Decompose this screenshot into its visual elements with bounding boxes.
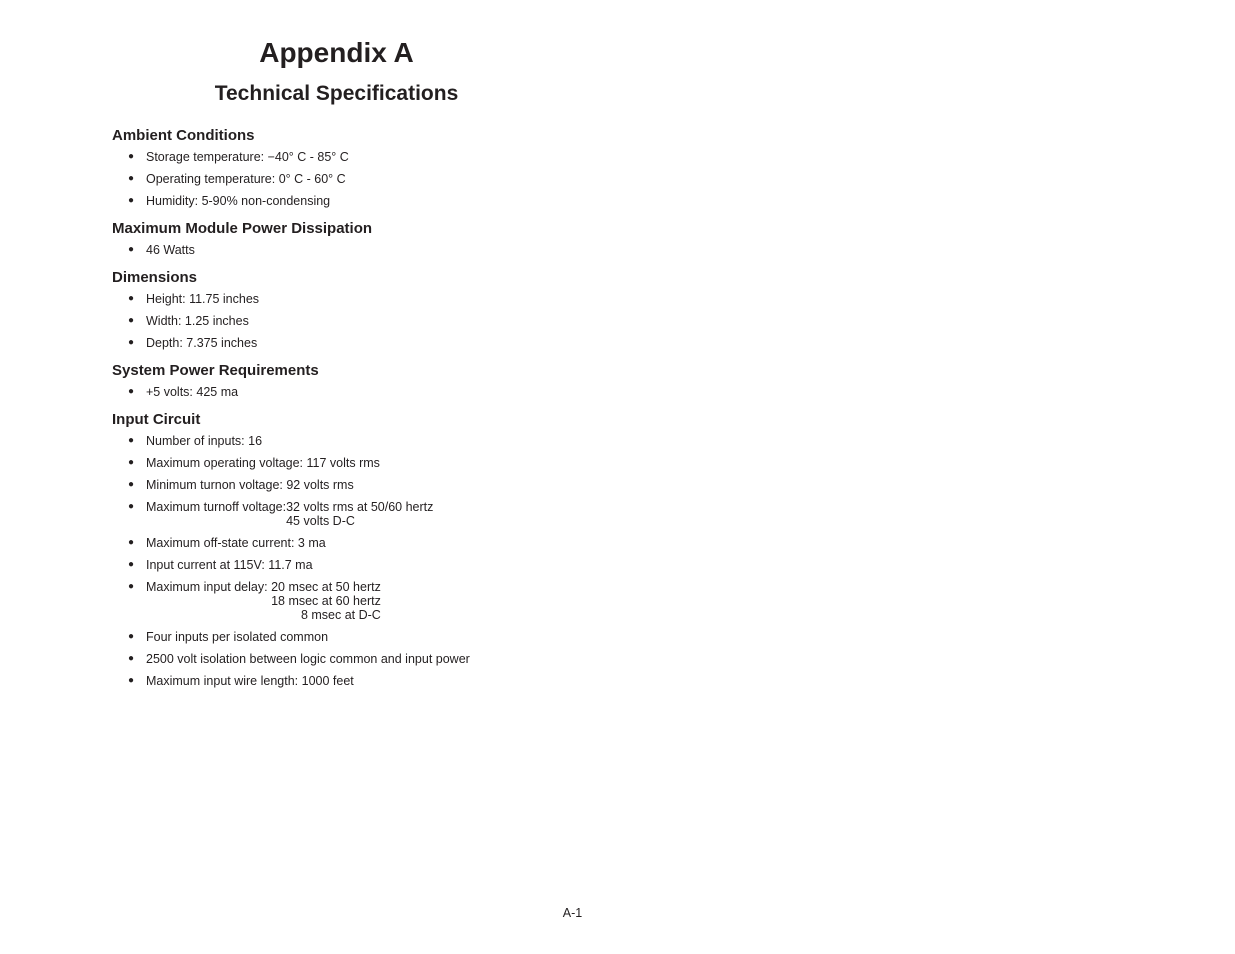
list-item: ● Input current at 115V: 11.7 ma (112, 558, 712, 572)
item-label: Maximum input delay: (146, 580, 272, 594)
list-item: ● Operating temperature: 0° C - 60° C (112, 172, 712, 186)
section-heading: Ambient Conditions (112, 127, 255, 144)
spec-content (112, 126, 712, 696)
list-item: ● Storage temperature: −40° C - 85° C (112, 150, 712, 164)
spec-list (112, 385, 712, 399)
section-input-circuit (112, 410, 712, 688)
section-system-power (112, 361, 712, 399)
list-item: ● Number of inputs: 16 (112, 434, 712, 448)
section-heading: Maximum Module Power Dissipation (112, 220, 373, 237)
list-item: ● Maximum operating voltage: 117 volts rms (112, 456, 712, 470)
item-value: 18 msec at 60 hertz (271, 594, 381, 608)
list-item: ● Minimum turnon voltage: 92 volts rms (112, 478, 712, 492)
item-values (271, 580, 381, 622)
item-value: 45 volts D-C (286, 514, 355, 528)
spec-list (112, 150, 712, 208)
section-heading: Dimensions (112, 269, 198, 286)
list-item: ● Height: 11.75 inches (112, 292, 712, 306)
item-value: 20 msec at 50 hertz (271, 580, 381, 594)
section-ambient-conditions (112, 126, 712, 208)
item-label: Maximum turnoff voltage: (146, 500, 287, 514)
section-heading: Input Circuit (112, 411, 201, 428)
list-item: ● 46 Watts (112, 243, 712, 257)
spec-list (112, 243, 712, 257)
page-title: Appendix A (259, 37, 414, 68)
section-power-dissipation (112, 219, 712, 257)
list-item: ● Width: 1.25 inches (112, 314, 712, 328)
list-item: ● Four inputs per isolated common (112, 630, 712, 644)
list-item-turnoff-voltage (112, 500, 712, 528)
spec-list (112, 434, 712, 688)
list-item-input-delay (112, 580, 712, 622)
spec-list (112, 292, 712, 350)
section-dimensions (112, 268, 712, 350)
list-item: ● Depth: 7.375 inches (112, 336, 712, 350)
list-item: ● Maximum input wire length: 1000 feet (112, 674, 712, 688)
page-number: A-1 (562, 906, 583, 920)
item-value: 8 msec at D-C (300, 608, 381, 622)
item-values (286, 500, 433, 528)
page-subtitle: Technical Specifications (214, 82, 459, 105)
list-item: ● Maximum off-state current: 3 ma (112, 536, 712, 550)
list-item: ● Humidity: 5-90% non-condensing (112, 194, 712, 208)
list-item: ● 2500 volt isolation between logic common and input power (112, 652, 712, 666)
section-heading: System Power Requirements (112, 362, 319, 379)
item-value: 32 volts rms at 50/60 hertz (286, 500, 434, 514)
list-item: ● +5 volts: 425 ma (112, 385, 712, 399)
